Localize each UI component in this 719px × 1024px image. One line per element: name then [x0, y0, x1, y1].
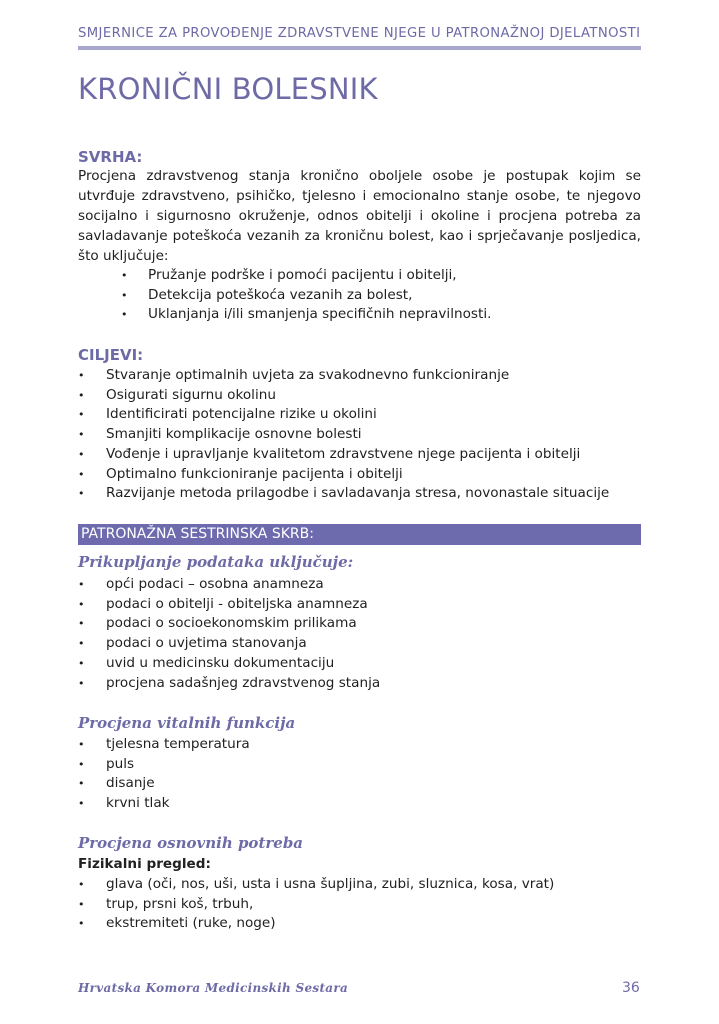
svrha-paragraph: Procjena zdravstvenog stanja kronično oboljele osobe je postupak kojim se utvrđuje zdravstveno, psihičko, tjelesno i emocionalno stanje osobe, te njegovo socijalno i sigurnosno okruženje, odnos obitelji i okoline i procjena potreba za savladavanje poteškoća vezanih za kroničnu bolest, kao i sprječavanje posljedica, što uključuje: — [78, 168, 641, 264]
list-item: • Razvijanje metoda prilagodbe i savladavanja stresa, novonastale situacije — [78, 484, 609, 504]
list-item: • trup, prsni koš, trbuh, — [78, 895, 554, 915]
page-title: KRONIČNI BOLESNIK — [78, 72, 378, 106]
fizikalni-pregled-label: Fizikalni pregled: — [78, 856, 211, 872]
prikupljanje-list — [78, 575, 380, 693]
list-item: • Smanjiti komplikacije osnovne bolesti — [78, 425, 609, 445]
svrha-heading: SVRHA: — [78, 148, 143, 166]
list-item: • ekstremiteti (ruke, noge) — [78, 914, 554, 934]
list-item: • procjena sadašnjeg zdravstvenog stanja — [78, 674, 380, 694]
list-item: • podaci o uvjetima stanovanja — [78, 634, 380, 654]
list-item: • Identificirati potencijalne rizike u okolini — [78, 405, 609, 425]
footer-organization: Hrvatska Komora Medicinskih Sestara — [78, 981, 349, 995]
page-number: 36 — [622, 980, 640, 996]
potrebe-list — [78, 875, 554, 934]
ciljevi-list — [78, 366, 609, 504]
vitalne-list — [78, 735, 250, 814]
list-item: • krvni tlak — [78, 794, 250, 814]
list-item: • Detekcija poteškoća vezanih za bolest, — [78, 286, 491, 306]
header-divider — [78, 46, 641, 50]
list-item: • Vođenje i upravljanje kvalitetom zdravstvene njege pacijenta i obitelji — [78, 445, 609, 465]
prikupljanje-heading: Prikupljanje podataka uključuje: — [78, 553, 354, 571]
list-item: • podaci o socioekonomskim prilikama — [78, 614, 380, 634]
section-band-heading: PATRONAŽNA SESTRINSKA SKRB: — [78, 524, 641, 545]
list-item: • Pružanje podrške i pomoći pacijentu i obitelji, — [78, 266, 491, 286]
running-header: SMJERNICE ZA PROVOĐENJE ZDRAVSTVENE NJEGE U PATRONAŽNOJ DJELATNOSTI — [78, 26, 641, 41]
list-item: • Uklanjanja i/ili smanjenja specifičnih nepravilnosti. — [78, 305, 491, 325]
ciljevi-heading: CILJEVI: — [78, 346, 144, 364]
vitalne-heading: Procjena vitalnih funkcija — [78, 714, 296, 732]
list-item: • Osigurati sigurnu okolinu — [78, 386, 609, 406]
list-item: • puls — [78, 755, 250, 775]
list-item: • Optimalno funkcioniranje pacijenta i obitelji — [78, 465, 609, 485]
potrebe-heading: Procjena osnovnih potreba — [78, 834, 304, 852]
list-item: • Stvaranje optimalnih uvjeta za svakodnevno funkcioniranje — [78, 366, 609, 386]
list-item: • tjelesna temperatura — [78, 735, 250, 755]
svrha-list — [78, 266, 491, 325]
list-item: • opći podaci – osobna anamneza — [78, 575, 380, 595]
list-item: • disanje — [78, 774, 250, 794]
list-item: • uvid u medicinsku dokumentaciju — [78, 654, 380, 674]
list-item: • podaci o obitelji - obiteljska anamneza — [78, 595, 380, 615]
list-item: • glava (oči, nos, uši, usta i usna šupljina, zubi, sluznica, kosa, vrat) — [78, 875, 554, 895]
